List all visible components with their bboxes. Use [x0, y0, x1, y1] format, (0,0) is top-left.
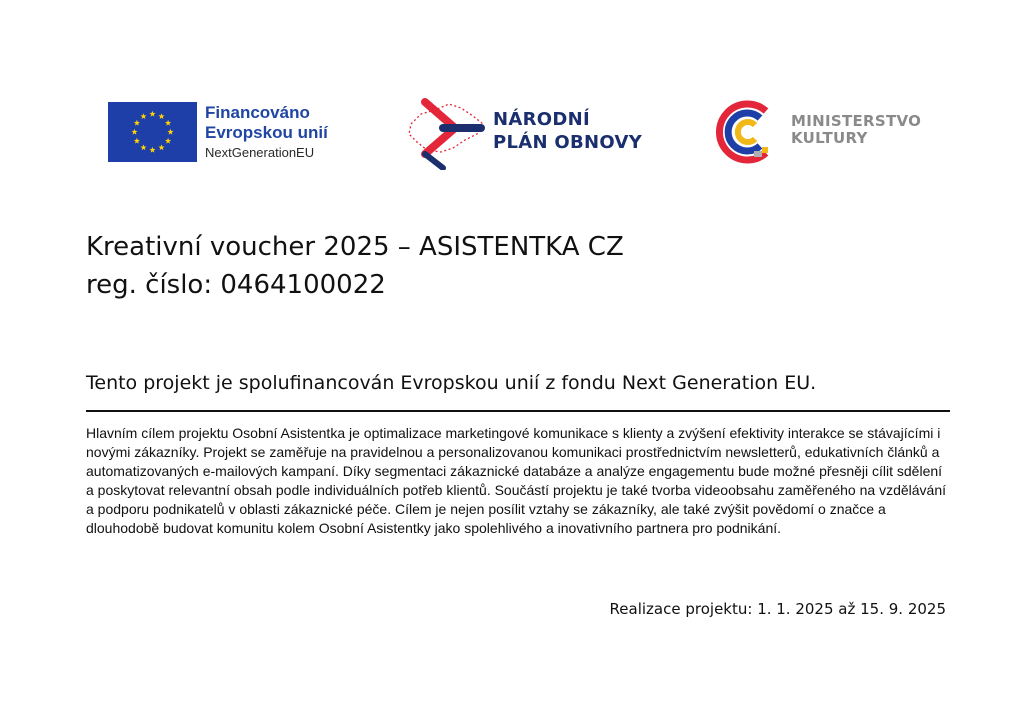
eu-star-icon: [165, 138, 171, 144]
ministry-logo-line-1: MINISTERSTVO: [791, 112, 922, 130]
eu-logo-text: [205, 103, 365, 163]
registration-number: reg. číslo: 0464100022: [86, 270, 386, 300]
eu-star-icon: [149, 147, 155, 153]
eu-star-icon: [140, 144, 146, 150]
project-description: [86, 424, 946, 538]
project-description-text: Hlavním cílem projektu Osobní Asistentka je optimalizace marketingové komunikace s klienty a zvýšení efektivity interakce se stávajícími i novými zákazníky. Projekt se zaměřuje na pravidelnou a personalizovanou komunikaci prostřednictvím newsletterů, edukativních článků a automatizovaných e-mailových kampaní. Díky segmentaci zákaznické databáze a analýze engagementu bude možné přesněji cílit sdělení a poskytovat relevantní obsah podle individuálních potřeb klientů. Součástí projektu je také tvorba videoobsahu zaměřeného na vzdělávání a podporu podnikatelů v oblasti zákaznické péče. Cílem je nejen posílit vztahy se zákazníky, ale také zvýšit povědomí o značce a dlouhodobě budovat komunitu kolem Osobní Asistentky jako spolehlivého a inovativního partnera pro podnikání.: [86, 425, 946, 536]
project-realization-dates: Realizace projektu: 1. 1. 2025 až 15. 9. 2025: [609, 600, 946, 618]
eu-logo-line-3: NextGenerationEU: [205, 145, 315, 160]
eu-star-icon: [158, 144, 164, 150]
eu-star-icon: [149, 111, 155, 117]
npo-logo: [403, 94, 663, 170]
ministry-logo-line-2: KULTURY: [791, 129, 868, 147]
eu-logo-line-2: Evropskou unií: [205, 123, 328, 142]
project-title-block: [86, 228, 946, 304]
eu-star-icon: [158, 113, 164, 119]
npo-logo-text: [493, 108, 642, 154]
npo-logo-line-1: NÁRODNÍ: [493, 109, 590, 130]
ministry-emblem-icon: [714, 99, 780, 170]
eu-logo-line-1: Financováno: [205, 103, 310, 122]
eu-star-icon: [134, 120, 140, 126]
ministry-of-culture-logo: [714, 99, 944, 165]
npo-logo-line-2: PLÁN OBNOVY: [493, 132, 643, 153]
eu-flag-icon: [108, 102, 197, 162]
npo-arrow-icon: [403, 94, 489, 175]
eu-star-icon: [165, 120, 171, 126]
ministry-logo-text: [791, 113, 921, 147]
funding-statement: Tento projekt je spolufinancován Evropskou unií z fondu Next Generation EU.: [86, 372, 817, 394]
eu-star-icon: [167, 129, 173, 135]
eu-star-icon: [131, 129, 137, 135]
divider: [86, 410, 950, 412]
eu-star-icon: [134, 138, 140, 144]
eu-funding-logo: [108, 102, 358, 166]
project-title: Kreativní voucher 2025 – ASISTENTKA CZ: [86, 232, 624, 262]
eu-star-icon: [140, 113, 146, 119]
